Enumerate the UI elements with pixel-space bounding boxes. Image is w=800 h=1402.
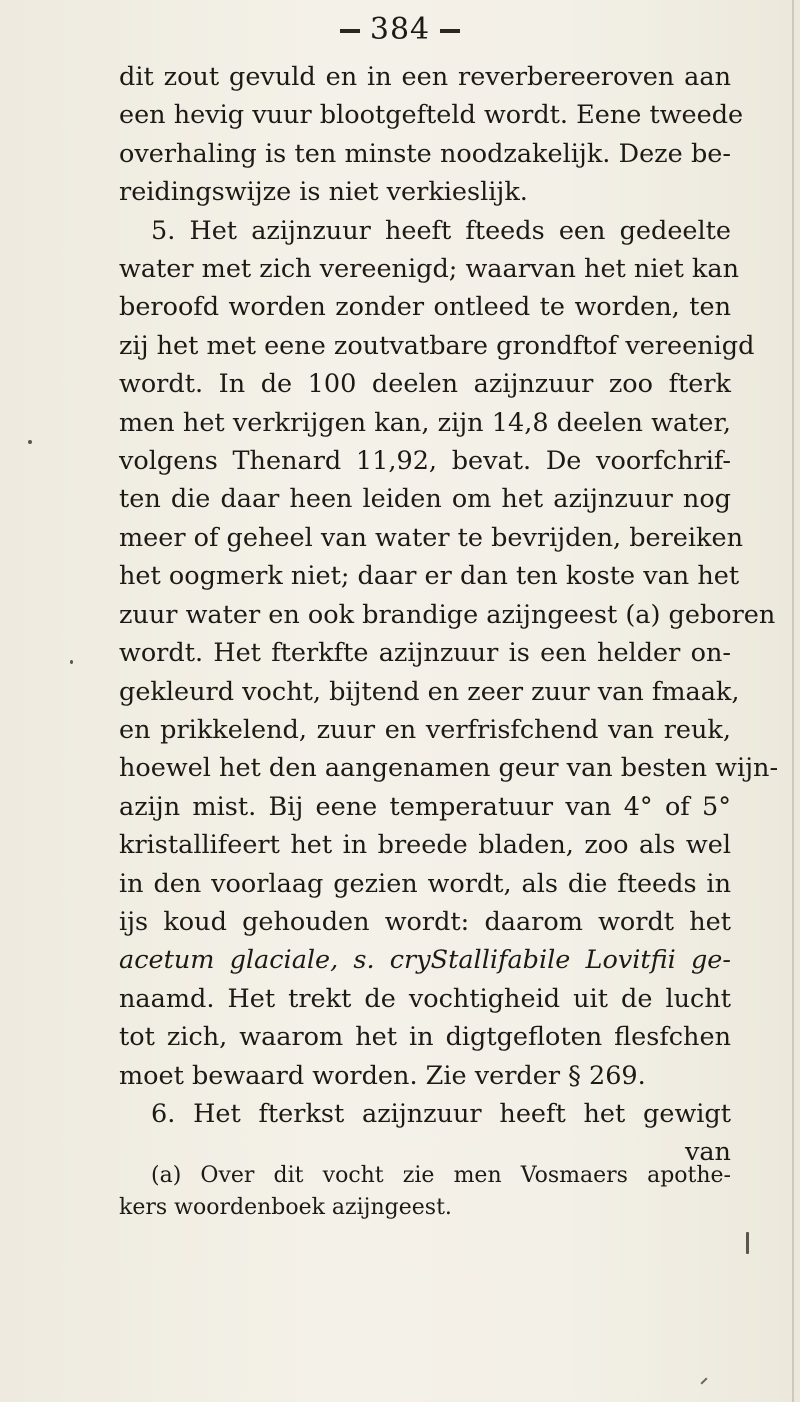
text-line: water met zich vereenigd; waarvan het niet kan (119, 254, 740, 285)
text-line: in den voorlaag gezien wordt, als die fteeds in (119, 868, 731, 899)
text-line: azijn mist. Bij eene temperatuur van 4° of 5° (119, 791, 731, 822)
text-line: naamd. Het trekt de vochtigheid uit de lucht (119, 983, 731, 1014)
text-line: 5. Het azijnzuur heeft fteeds een gedeelte (151, 215, 731, 246)
text-line: 6. Het fterkst azijnzuur heeft het gewigt (151, 1098, 731, 1129)
text-line: zuur water en ook brandige azijngeest (a) geboren (119, 599, 776, 630)
text-line: kristallifeert het in breede bladen, zoo als wel (119, 830, 731, 861)
page-edge-line (792, 0, 794, 1402)
paper-speck (746, 1232, 749, 1254)
text-line: wordt. In de 100 deelen azijnzuur zoo fterk (119, 369, 731, 400)
text-line: hoewel het den aangenamen geur van besten wijn- (119, 753, 779, 784)
text-line: tot zich, waarom het in digtgefloten flesfchen (119, 1022, 731, 1053)
paper-speck (28, 440, 32, 444)
text-line: meer of geheel van water te bevrijden, bereiken (119, 522, 744, 553)
catchword: van (684, 1137, 731, 1168)
text-line: moet bewaard worden. Zie verder § 269. (119, 1060, 646, 1091)
text-line: beroofd worden zonder ontleed te worden, ten (119, 292, 731, 323)
text-line: ten die daar heen leiden om het azijnzuur nog (119, 484, 731, 515)
text-line: wordt. Het fterkfte azijnzuur is een helder on- (119, 638, 731, 669)
text-line: ijs koud gehouden wordt: daarom wordt het (119, 906, 731, 937)
text-line: acetum glaciale, s. cryStallifabile Lovitfii ge- (119, 945, 731, 976)
text-line: overhaling is ten minste noodzakelijk. Deze be- (119, 138, 731, 169)
footnote-line: kers woordenboek azijngeest. (119, 1195, 452, 1220)
text-line: het oogmerk niet; daar er dan ten koste van het (119, 561, 740, 592)
page-header (0, 12, 800, 47)
text-line: volgens Thenard 11,92, bevat. De voorfchrif- (119, 446, 731, 477)
text-line: reidingswijze is niet verkieslijk. (119, 177, 528, 208)
body-text (119, 58, 779, 1172)
text-line: en prikkelend, zuur en verfrisfchend van reuk, (119, 714, 731, 745)
footnote (119, 1160, 731, 1224)
text-line: dit zout gevuld en in een reverbereeroven aan (119, 62, 731, 92)
page-number: 384 (369, 12, 431, 47)
footnote-line: (a) Over dit vocht zie men Vosmaers apothe- (151, 1163, 731, 1188)
text-line: een hevig vuur blootgefteld wordt. Eene tweede (119, 100, 744, 131)
header-dash-right (440, 29, 460, 33)
text-line: zij het met eene zoutvatbare grondftof vereenigd (119, 330, 755, 361)
text-line: gekleurd vocht, bijtend en zeer zuur van fmaak, (119, 676, 740, 707)
pencil-mark (700, 1377, 707, 1384)
text-line: men het verkrijgen kan, zijn 14,8 deelen water, (119, 407, 731, 438)
header-dash-left (340, 29, 360, 33)
paper-speck (70, 660, 73, 664)
